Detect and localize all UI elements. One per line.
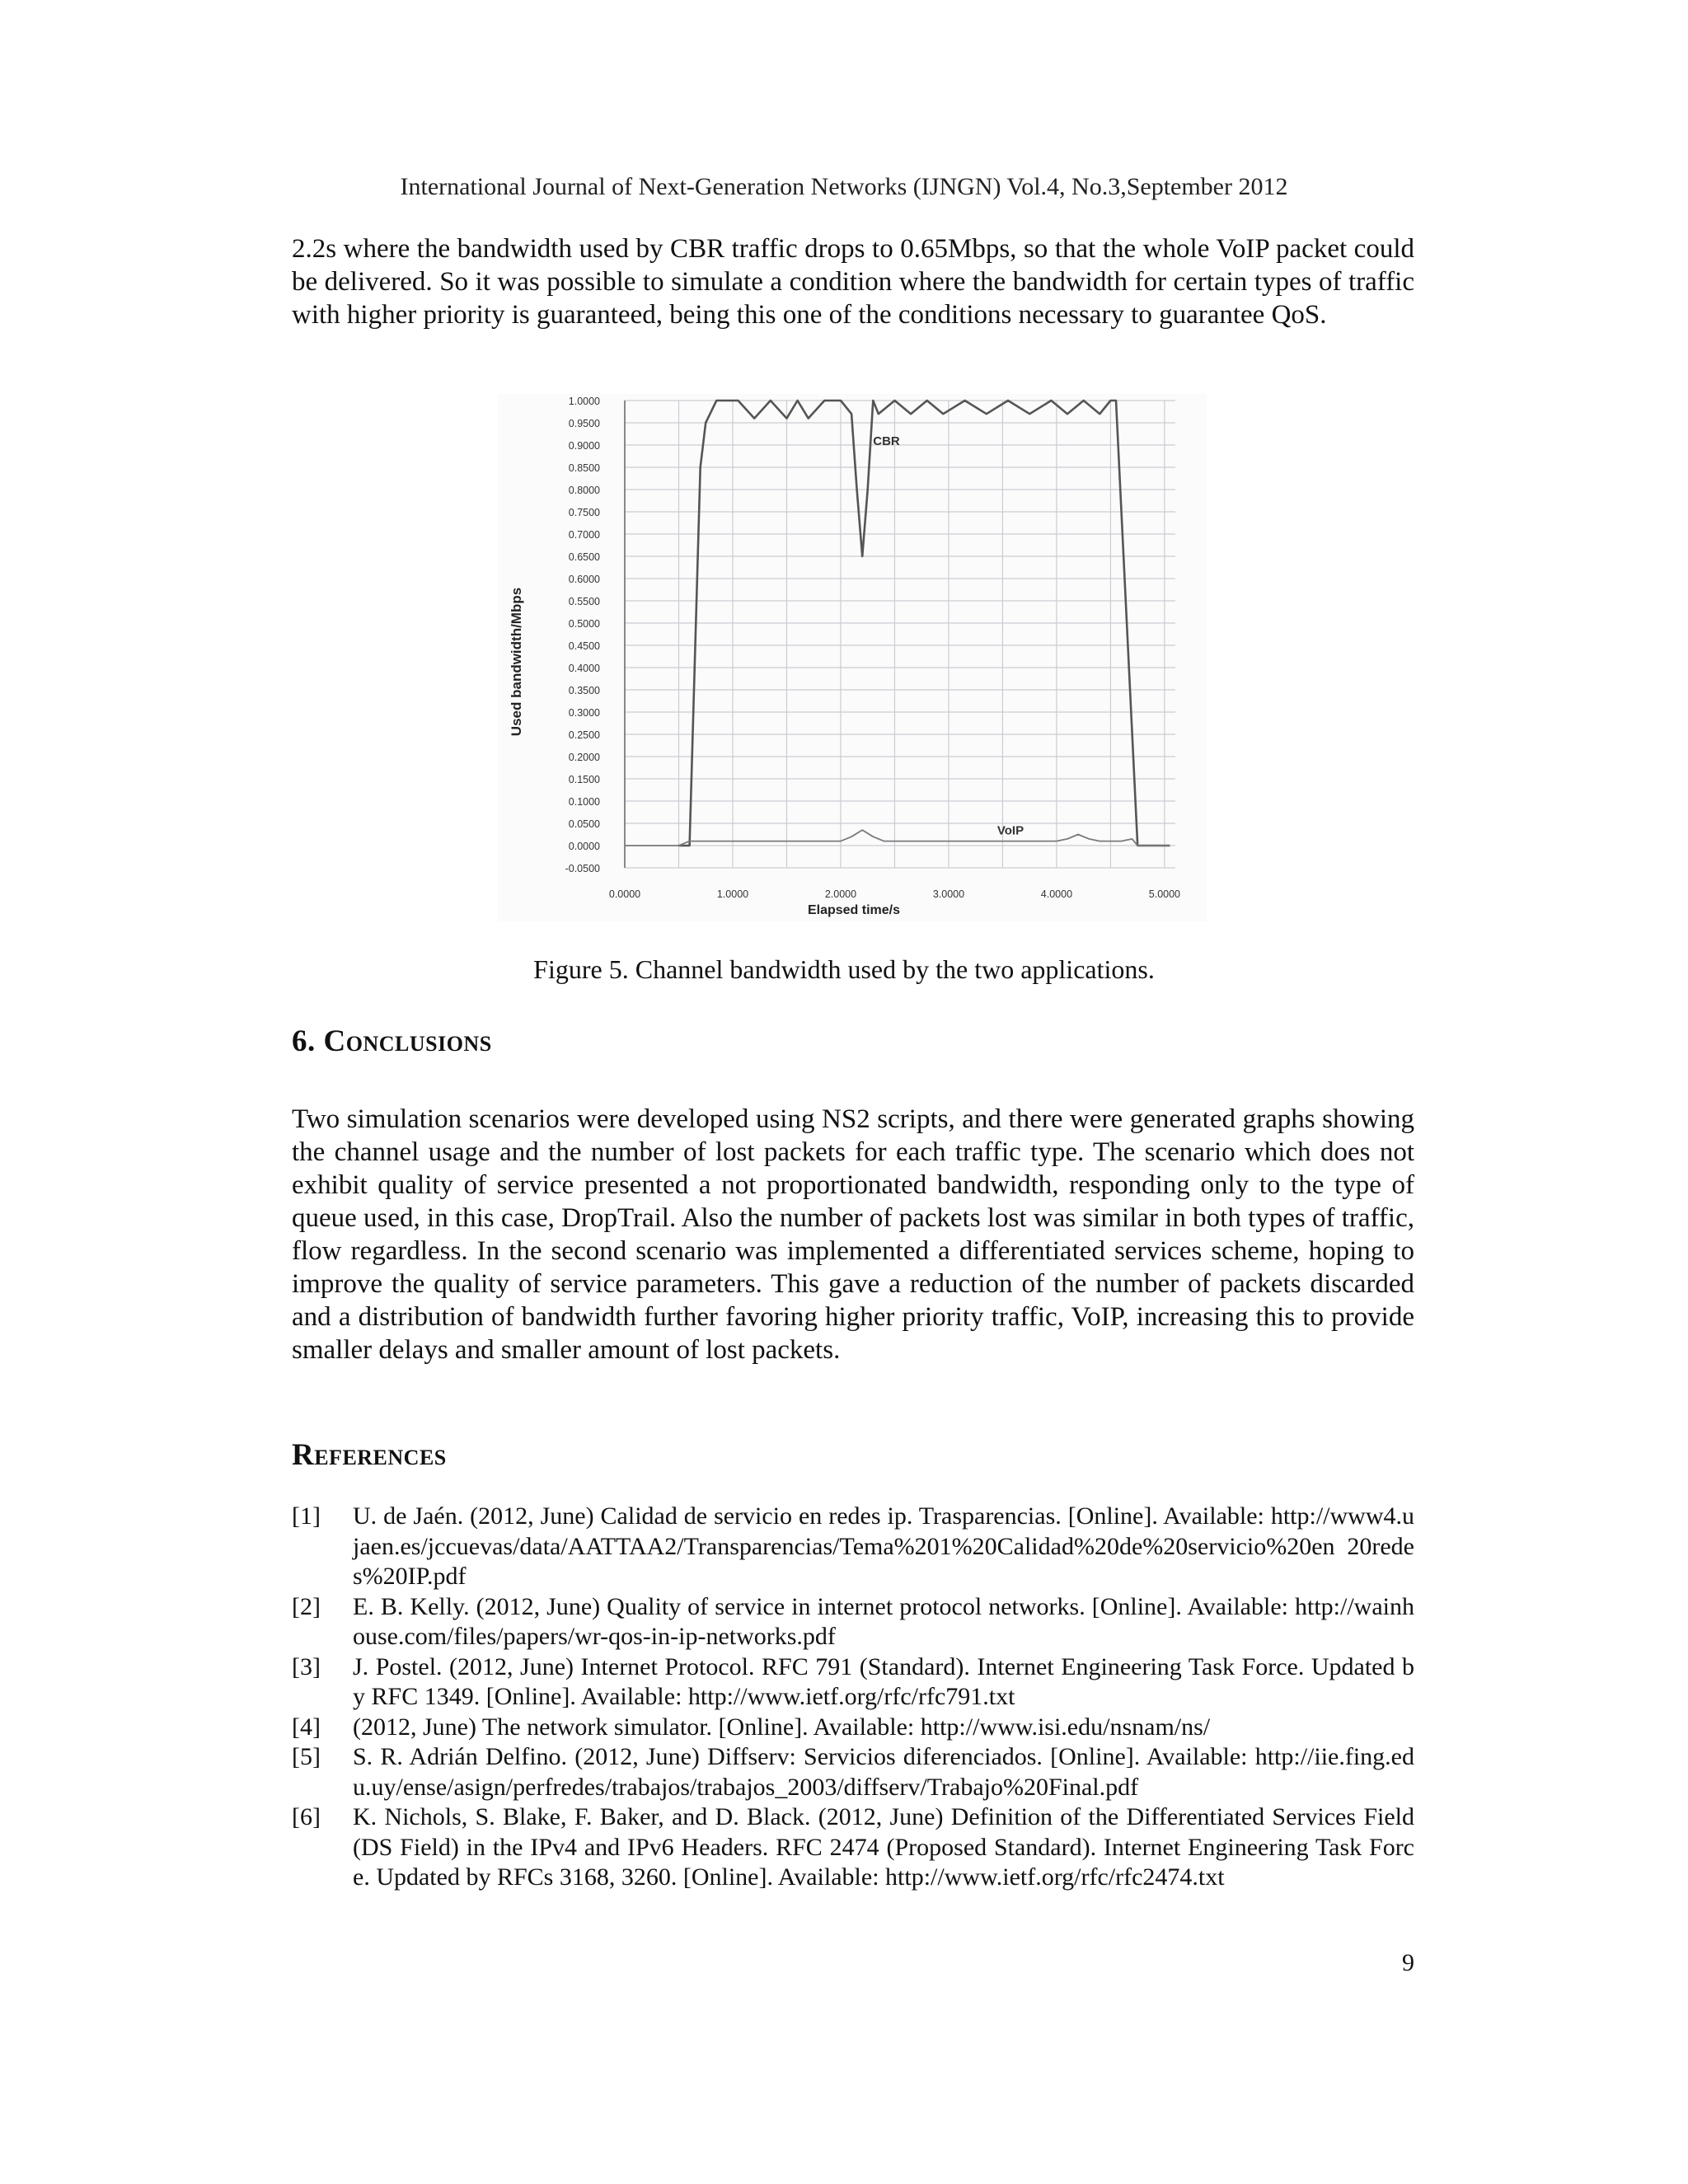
y-tick-label: 0.9500 <box>568 418 600 429</box>
y-tick-label: 0.6500 <box>568 551 600 563</box>
y-tick-label: 0.9000 <box>568 440 600 452</box>
reference-text: (2012, June) The network simulator. [Online]. Available: http://www.isi.edu/nsnam/ns/ <box>353 1713 1211 1741</box>
reference-item <box>292 1592 1414 1652</box>
series-label-voip: VoIP <box>996 823 1025 838</box>
running-header: International Journal of Next-Generation Networks (IJNGN) Vol.4, No.3,September 2012 <box>400 173 1288 200</box>
x-axis-label: Elapsed time/s <box>807 903 901 917</box>
reference-number: [5] <box>292 1743 321 1770</box>
x-tick-label: 5.0000 <box>1148 888 1181 900</box>
reference-item <box>292 1652 1414 1713</box>
y-tick-label: 0.7500 <box>568 507 600 518</box>
page-number: 9 <box>1402 1949 1414 1976</box>
y-tick-label: 0.1500 <box>568 774 600 785</box>
conclusions-heading: 6. Conclusions <box>292 1024 492 1058</box>
x-tick-label: 1.0000 <box>716 888 749 900</box>
reference-number: [3] <box>292 1652 321 1680</box>
intro-paragraph: 2.2s where the bandwidth used by CBR traffic drops to 0.65Mbps, so that the whole VoIP packet could be delivered. So it was possible to simulate a condition where the bandwidth for certain types of traffic with higher priority is guaranteed, being this one of the conditions necessary to guarantee QoS. <box>292 234 1414 330</box>
y-tick-label: 0.0000 <box>568 841 600 852</box>
reference-number: [6] <box>292 1803 321 1830</box>
reference-item <box>292 1502 1414 1592</box>
y-tick-label: 0.1000 <box>568 796 600 808</box>
y-tick-label: -0.0500 <box>565 863 600 874</box>
y-tick-label: 0.2500 <box>568 729 600 741</box>
y-tick-label: 0.4000 <box>568 663 600 674</box>
reference-text: E. B. Kelly. (2012, June) Quality of service in internet protocol networks. [Online]. Available: http://wainhouse.com/files/papers/wr-qos-in-ip-networks.pdf <box>353 1592 1414 1650</box>
y-tick-label: 0.3000 <box>568 707 600 719</box>
series-label-cbr: CBR <box>873 434 900 448</box>
x-tick-label: 0.0000 <box>608 888 641 900</box>
y-tick-label: 0.0500 <box>568 818 600 830</box>
references-heading: References <box>292 1438 447 1472</box>
reference-text: S. R. Adrián Delfino. (2012, June) Diffserv: Servicios diferenciados. [Online]. Available: http://iie.fing.edu.uy/ense/asign/perfredes/trabajos/trabajos_2003/diffserv/Trabajo%20Final.pdf <box>353 1743 1414 1801</box>
x-tick-label: 3.0000 <box>932 888 965 900</box>
y-tick-label: 0.5500 <box>568 596 600 607</box>
y-tick-label: 0.3500 <box>568 685 600 696</box>
reference-text: J. Postel. (2012, June) Internet Protocol. RFC 791 (Standard). Internet Engineering Task Force. Updated by RFC 1349. [Online]. Available: http://www.ietf.org/rfc/rfc791.txt <box>353 1652 1414 1710</box>
y-axis-label: Used bandwidth/Mbps <box>509 587 524 737</box>
y-tick-label: 0.2000 <box>568 752 600 763</box>
y-tick-label: 0.8000 <box>568 485 600 496</box>
y-tick-label: 0.8500 <box>568 462 600 474</box>
reference-list <box>292 1502 1414 1893</box>
reference-item <box>292 1742 1414 1802</box>
conclusions-paragraph: Two simulation scenarios were developed using NS2 scripts, and there were generated graphs showing the channel usage and the number of lost packets for each traffic type. The scenario which does not exhibit quality of service presented a not proportionated bandwidth, responding only to the type of queue used, in this case, DropTrail. Also the number of packets lost was similar in both types of traffic, flow regardless. In the second scenario was implemented a differentiated services scheme, hoping to improve the quality of service parameters. This gave a reduction of the number of packets discarded and a distribution of bandwidth further favoring higher priority traffic, VoIP, increasing this to provide smaller delays and smaller amount of lost packets. <box>292 1104 1414 1365</box>
bandwidth-chart-svg <box>498 394 1207 921</box>
reference-item <box>292 1713 1414 1743</box>
y-tick-label: 0.7000 <box>568 529 600 541</box>
reference-item <box>292 1802 1414 1893</box>
chart-background <box>498 394 1207 921</box>
reference-number: [2] <box>292 1592 321 1620</box>
y-tick-label: 0.4500 <box>568 640 600 652</box>
y-tick-label: 0.5000 <box>568 618 600 630</box>
y-tick-label: 1.0000 <box>568 396 600 407</box>
bandwidth-chart <box>498 394 1207 921</box>
reference-number: [1] <box>292 1502 321 1530</box>
x-tick-label: 2.0000 <box>824 888 857 900</box>
reference-text: K. Nichols, S. Blake, F. Baker, and D. Black. (2012, June) Definition of the Differentiated Services Field (DS Field) in the IPv4 and IPv6 Headers. RFC 2474 (Proposed Standard). Internet Engineering Task Force. Updated by RFCs 3168, 3260. [Online]. Available: http://www.ietf.org/rfc/rfc2474.txt <box>353 1803 1414 1891</box>
reference-text: U. de Jaén. (2012, June) Calidad de servicio en redes ip. Trasparencias. [Online]. Available: http://www4.ujaen.es/jccuevas/data/AATTAA2/Transparencias/Tema%201%20Calidad%20de%20servicio%20en 20redes%20IP.pdf <box>353 1502 1414 1590</box>
y-tick-label: 0.6000 <box>568 574 600 585</box>
x-tick-label: 4.0000 <box>1040 888 1073 900</box>
reference-number: [4] <box>292 1713 321 1741</box>
figure-caption: Figure 5. Channel bandwidth used by the two applications. <box>533 954 1155 984</box>
